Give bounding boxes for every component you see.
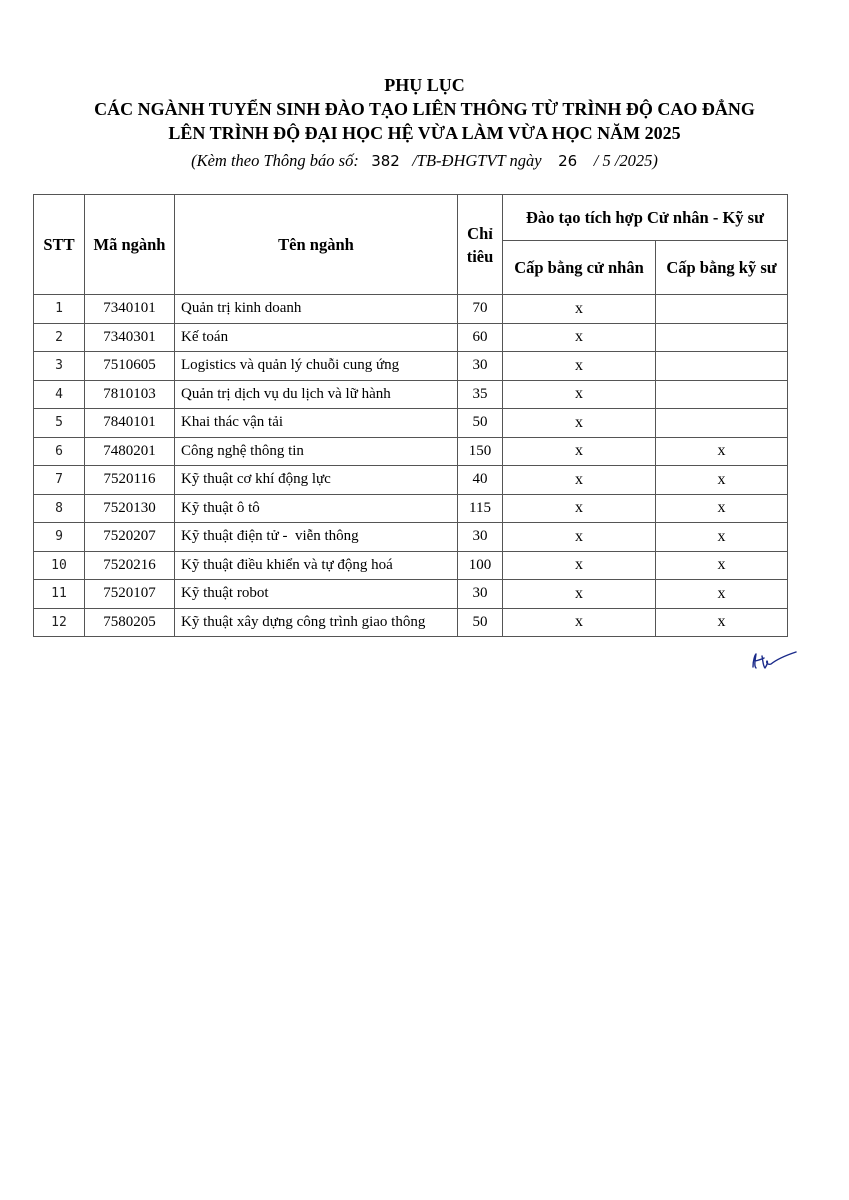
row-bachelor-mark: x <box>503 551 656 580</box>
table-row <box>34 494 788 523</box>
row-stt: 2 <box>34 323 85 352</box>
row-stt: 12 <box>34 608 85 637</box>
row-major-code: 7840101 <box>85 409 175 438</box>
row-major-code: 7810103 <box>85 380 175 409</box>
row-stt: 8 <box>34 494 85 523</box>
row-quota: 35 <box>458 380 503 409</box>
row-bachelor-mark: x <box>503 580 656 609</box>
row-stt: 9 <box>34 523 85 552</box>
row-engineer-mark <box>656 380 788 409</box>
majors-table-body <box>34 295 788 637</box>
row-major-name: Logistics và quản lý chuỗi cung ứng <box>175 352 458 381</box>
row-stt: 11 <box>34 580 85 609</box>
row-major-code: 7520130 <box>85 494 175 523</box>
table-row <box>34 523 788 552</box>
row-engineer-mark: x <box>656 437 788 466</box>
table-row <box>34 580 788 609</box>
row-engineer-mark: x <box>656 608 788 637</box>
col-header-bachelor: Cấp bằng cử nhân <box>503 241 656 295</box>
table-row <box>34 608 788 637</box>
row-major-name: Khai thác vận tải <box>175 409 458 438</box>
row-quota: 70 <box>458 295 503 324</box>
col-header-stt: STT <box>34 195 85 295</box>
row-bachelor-mark: x <box>503 323 656 352</box>
table-row <box>34 437 788 466</box>
row-quota: 100 <box>458 551 503 580</box>
reference-number: 382 <box>371 152 400 170</box>
row-engineer-mark <box>656 352 788 381</box>
table-row <box>34 380 788 409</box>
col-header-code: Mã ngành <box>85 195 175 295</box>
table-row <box>34 551 788 580</box>
row-major-code: 7520216 <box>85 551 175 580</box>
row-quota: 30 <box>458 523 503 552</box>
reference-prefix: (Kèm theo Thông báo số: <box>191 151 359 170</box>
row-stt: 4 <box>34 380 85 409</box>
row-bachelor-mark: x <box>503 608 656 637</box>
table-row <box>34 323 788 352</box>
row-major-name: Kỹ thuật điều khiển và tự động hoá <box>175 551 458 580</box>
row-major-name: Kỹ thuật robot <box>175 580 458 609</box>
signature-initials <box>750 648 798 674</box>
row-major-name: Kỹ thuật ô tô <box>175 494 458 523</box>
row-major-name: Quản trị kinh doanh <box>175 295 458 324</box>
table-row <box>34 466 788 495</box>
row-stt: 7 <box>34 466 85 495</box>
row-stt: 10 <box>34 551 85 580</box>
row-major-name: Kỹ thuật cơ khí động lực <box>175 466 458 495</box>
table-row <box>34 295 788 324</box>
col-header-integrated-training: Đào tạo tích hợp Cử nhân - Kỹ sư <box>503 195 788 241</box>
col-header-engineer: Cấp bằng kỹ sư <box>656 241 788 295</box>
row-bachelor-mark: x <box>503 523 656 552</box>
row-bachelor-mark: x <box>503 437 656 466</box>
row-major-code: 7520207 <box>85 523 175 552</box>
row-bachelor-mark: x <box>503 466 656 495</box>
document-title-line-1: CÁC NGÀNH TUYỂN SINH ĐÀO TẠO LIÊN THÔNG TỪ TRÌNH ĐỘ CAO ĐẲNG <box>94 99 755 119</box>
row-major-code: 7520107 <box>85 580 175 609</box>
row-major-name: Kỹ thuật điện tử - viễn thông <box>175 523 458 552</box>
row-quota: 50 <box>458 409 503 438</box>
row-bachelor-mark: x <box>503 494 656 523</box>
row-major-code: 7340301 <box>85 323 175 352</box>
reference-day: 26 <box>558 152 578 170</box>
row-stt: 3 <box>34 352 85 381</box>
row-major-code: 7580205 <box>85 608 175 637</box>
document-title-line-2: LÊN TRÌNH ĐỘ ĐẠI HỌC HỆ VỪA LÀM VỪA HỌC NĂM 2025 <box>168 123 681 143</box>
row-engineer-mark: x <box>656 494 788 523</box>
row-major-name: Kỹ thuật xây dựng công trình giao thông <box>175 608 458 637</box>
col-header-quota: Chỉ tiêu <box>458 195 503 295</box>
row-quota: 30 <box>458 352 503 381</box>
row-engineer-mark: x <box>656 466 788 495</box>
table-row <box>34 409 788 438</box>
row-major-name: Quản trị dịch vụ du lịch và lữ hành <box>175 380 458 409</box>
row-quota: 150 <box>458 437 503 466</box>
table-row <box>34 352 788 381</box>
row-quota: 60 <box>458 323 503 352</box>
row-bachelor-mark: x <box>503 352 656 381</box>
reference-note <box>0 150 849 172</box>
row-quota: 30 <box>458 580 503 609</box>
row-quota: 40 <box>458 466 503 495</box>
row-engineer-mark <box>656 409 788 438</box>
row-major-code: 7510605 <box>85 352 175 381</box>
row-bachelor-mark: x <box>503 409 656 438</box>
row-stt: 6 <box>34 437 85 466</box>
row-major-name: Kế toán <box>175 323 458 352</box>
row-engineer-mark: x <box>656 551 788 580</box>
row-bachelor-mark: x <box>503 295 656 324</box>
row-quota: 50 <box>458 608 503 637</box>
row-major-code: 7480201 <box>85 437 175 466</box>
reference-middle: /TB-ĐHGTVT ngày <box>412 151 542 170</box>
appendix-title: PHỤ LỤC <box>384 75 465 95</box>
col-header-name: Tên ngành <box>175 195 458 295</box>
row-engineer-mark <box>656 295 788 324</box>
row-engineer-mark: x <box>656 580 788 609</box>
row-engineer-mark <box>656 323 788 352</box>
reference-suffix: / 5 /2025) <box>593 151 658 170</box>
row-stt: 1 <box>34 295 85 324</box>
row-engineer-mark: x <box>656 523 788 552</box>
row-bachelor-mark: x <box>503 380 656 409</box>
row-quota: 115 <box>458 494 503 523</box>
row-major-name: Công nghệ thông tin <box>175 437 458 466</box>
row-major-code: 7340101 <box>85 295 175 324</box>
row-major-code: 7520116 <box>85 466 175 495</box>
majors-table <box>33 194 788 637</box>
row-stt: 5 <box>34 409 85 438</box>
